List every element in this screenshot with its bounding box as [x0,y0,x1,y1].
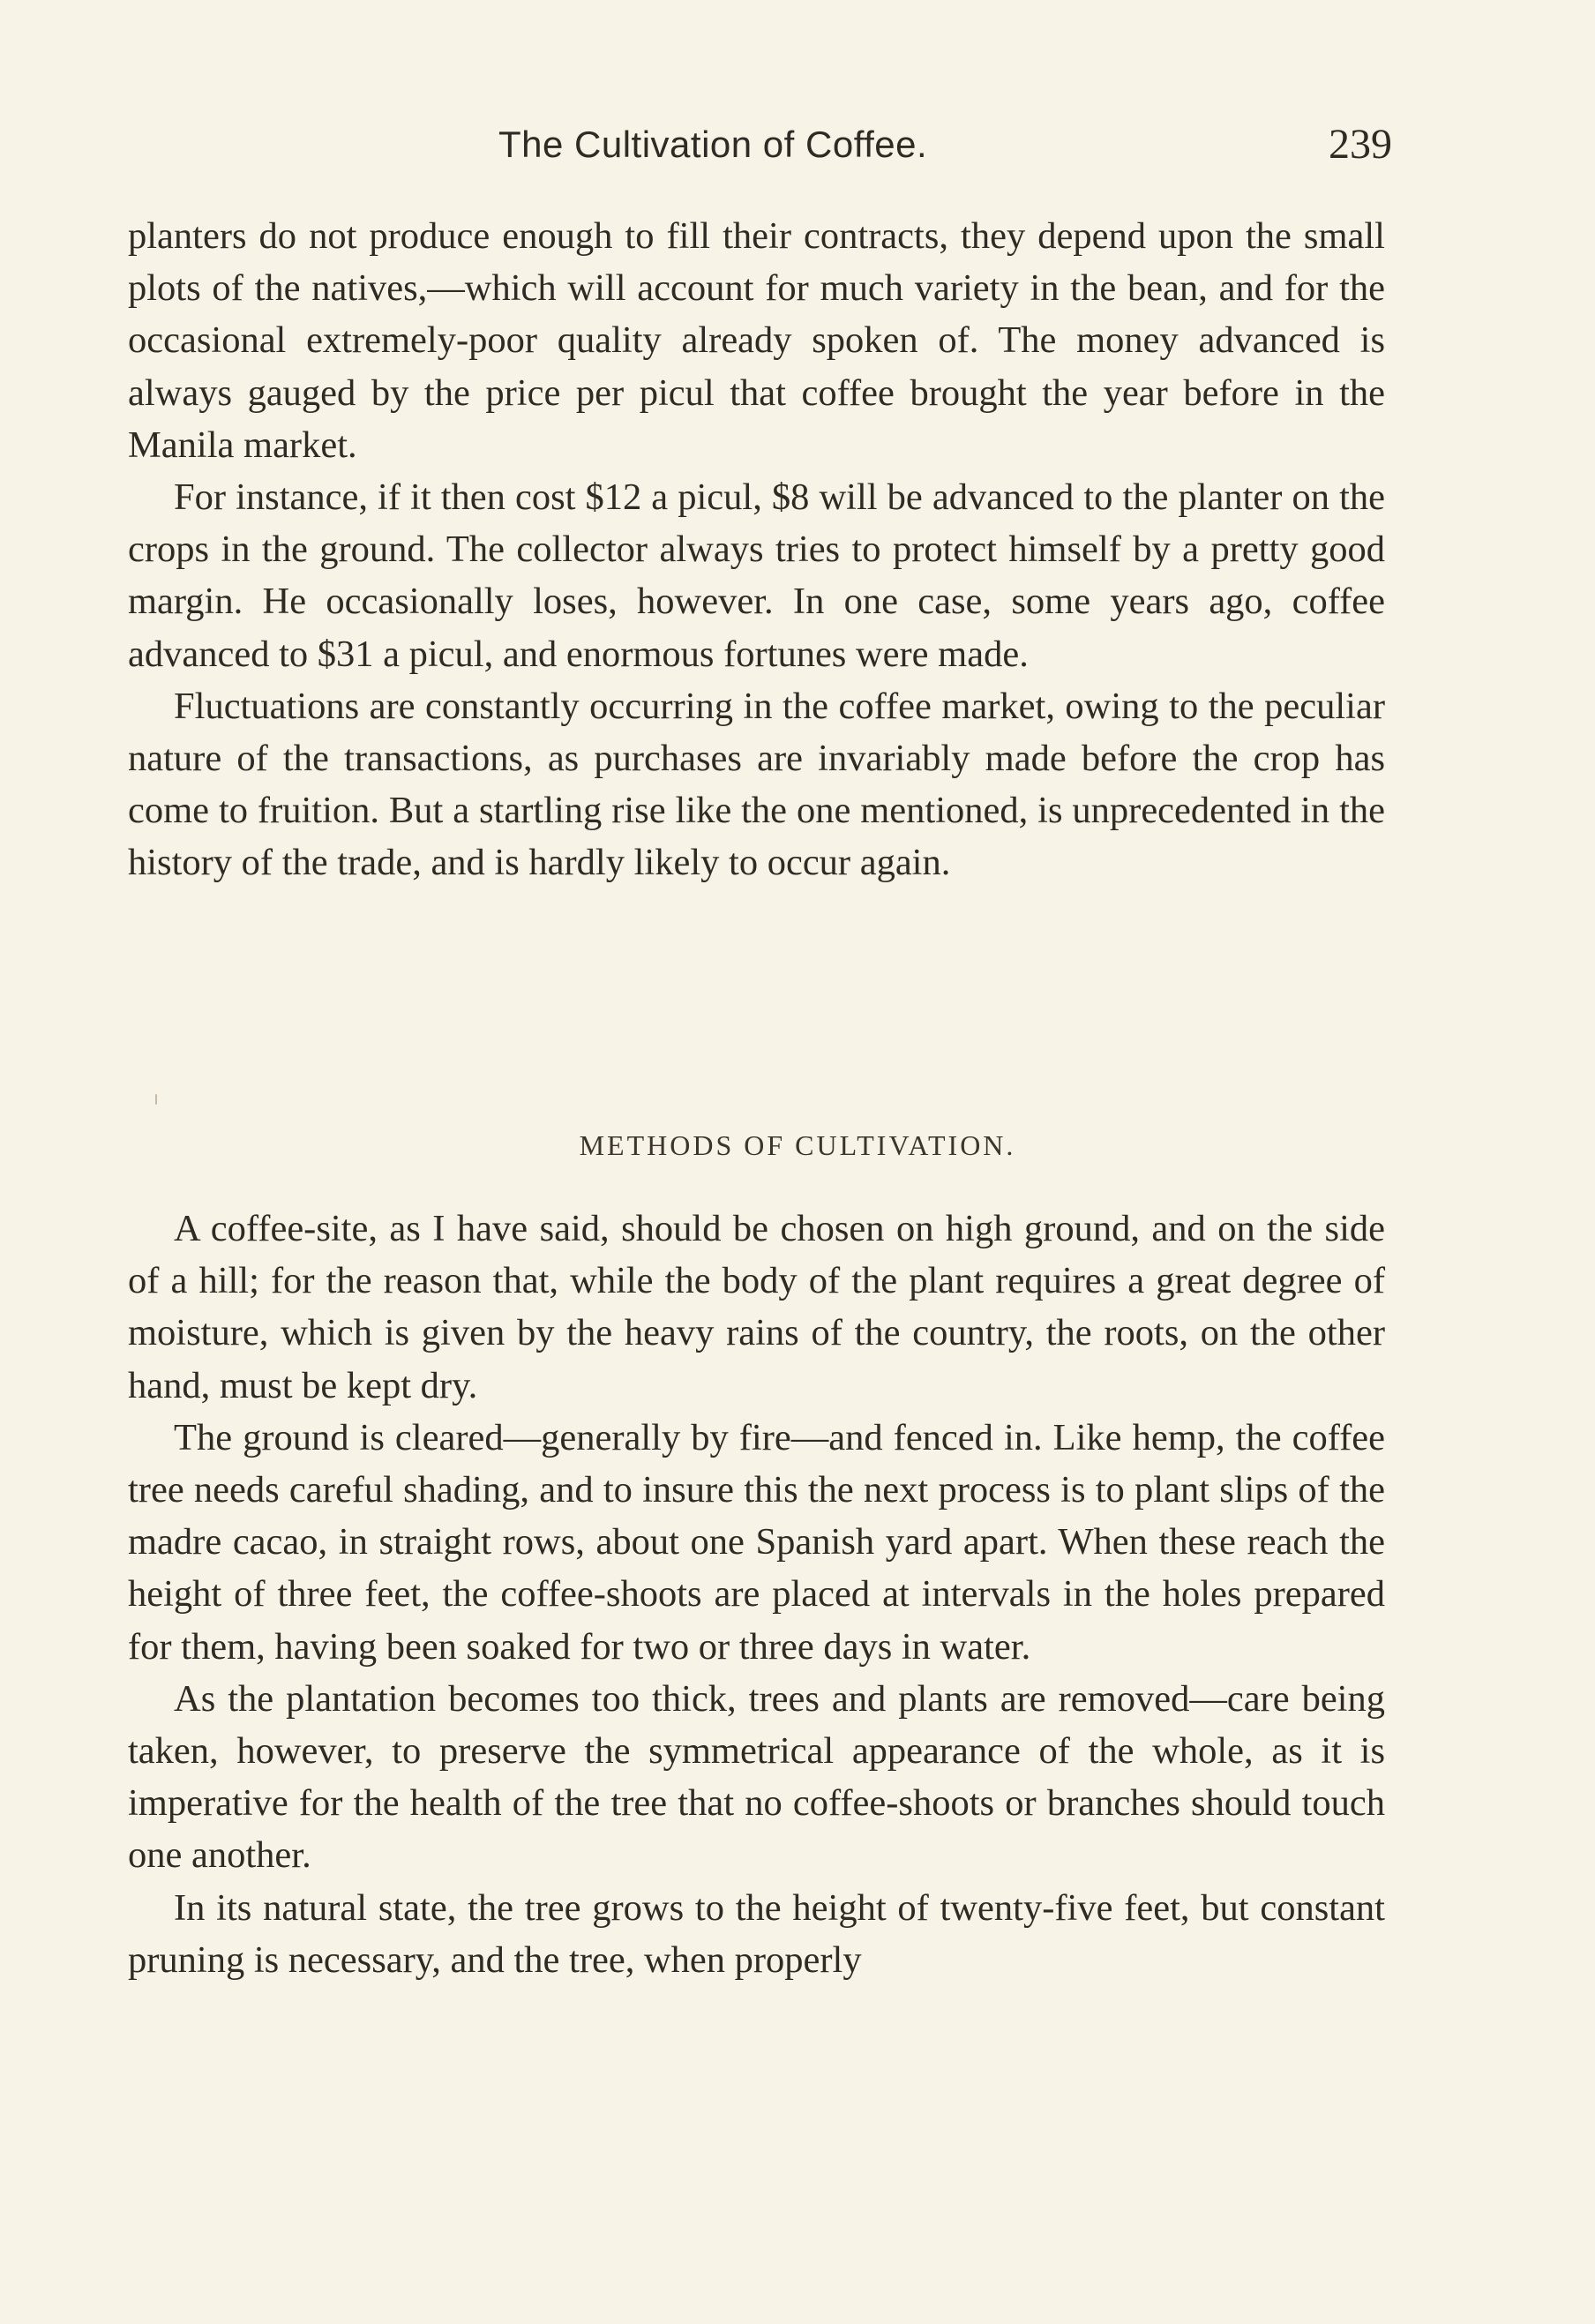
paragraph-continuation: planters do not produce enough to fill their contracts, they depend upon the small plots of the natives,—which will account for much variety in the bean, and for the occasional extremely-poor quality already spoken of. The money advanced is always gauged by the price per picul that coffee brought the year before in the Manila market. [128,215,1385,466]
running-title: The Cultivation of Coffee. [498,124,928,165]
bottom-text-block [128,1203,1385,1986]
paragraph-ground-cleared: The ground is cleared—generally by fire—and fenced in. Like hemp, the coffee tree needs careful shading, and to insure this the next process is to plant slips of the madre cacao, in straight rows, about one Spanish yard apart. When these reach the height of three feet, the coffee-shoots are placed at intervals in the holes prepared for them, having been soaked for two or three days in water. [128,1416,1385,1668]
running-head [128,121,1392,176]
paragraph-coffee-site: A coffee-site, as I have said, should be chosen on high ground, and on the side of a hill; for the reason that, while the body of the plant requires a great degree of moisture, which is given by the heavy rains of the country, the roots, on the other hand, must be kept dry. [128,1208,1385,1406]
paragraph-instance: For instance, if it then cost $12 a picul, $8 will be advanced to the planter on the crops in the ground. The collector always tries to protect himself by a pretty good margin. He occasionally loses, however. In one case, some years ago, coffee advanced to $31 a picul, and enormous fortunes were made. [128,476,1385,675]
page-number: 239 [1329,121,1392,168]
top-text-block [128,210,1385,889]
print-speck [155,1094,157,1105]
paragraph-fluctuations: Fluctuations are constantly occurring in the coffee market, owing to the peculiar nature of the transactions, as purchases are invariably made before the crop has come to fruition. But a startling rise like the one mentioned, is unprecedented in the history of the trade, and is hardly likely to occur again. [128,685,1385,884]
section-heading: METHODS OF CULTIVATION. [579,1129,1016,1161]
paragraph-natural-state: In its natural state, the tree grows to the height of twenty-five feet, but constant pruning is necessary, and the tree, when properly [128,1886,1385,1981]
paragraph-plantation-thick: As the plantation becomes too thick, trees and plants are removed—care being taken, however, to preserve the symmetrical appearance of the whole, as it is imperative for the health of the tree that no coffee-shoots or branches should touch one another. [128,1677,1385,1877]
